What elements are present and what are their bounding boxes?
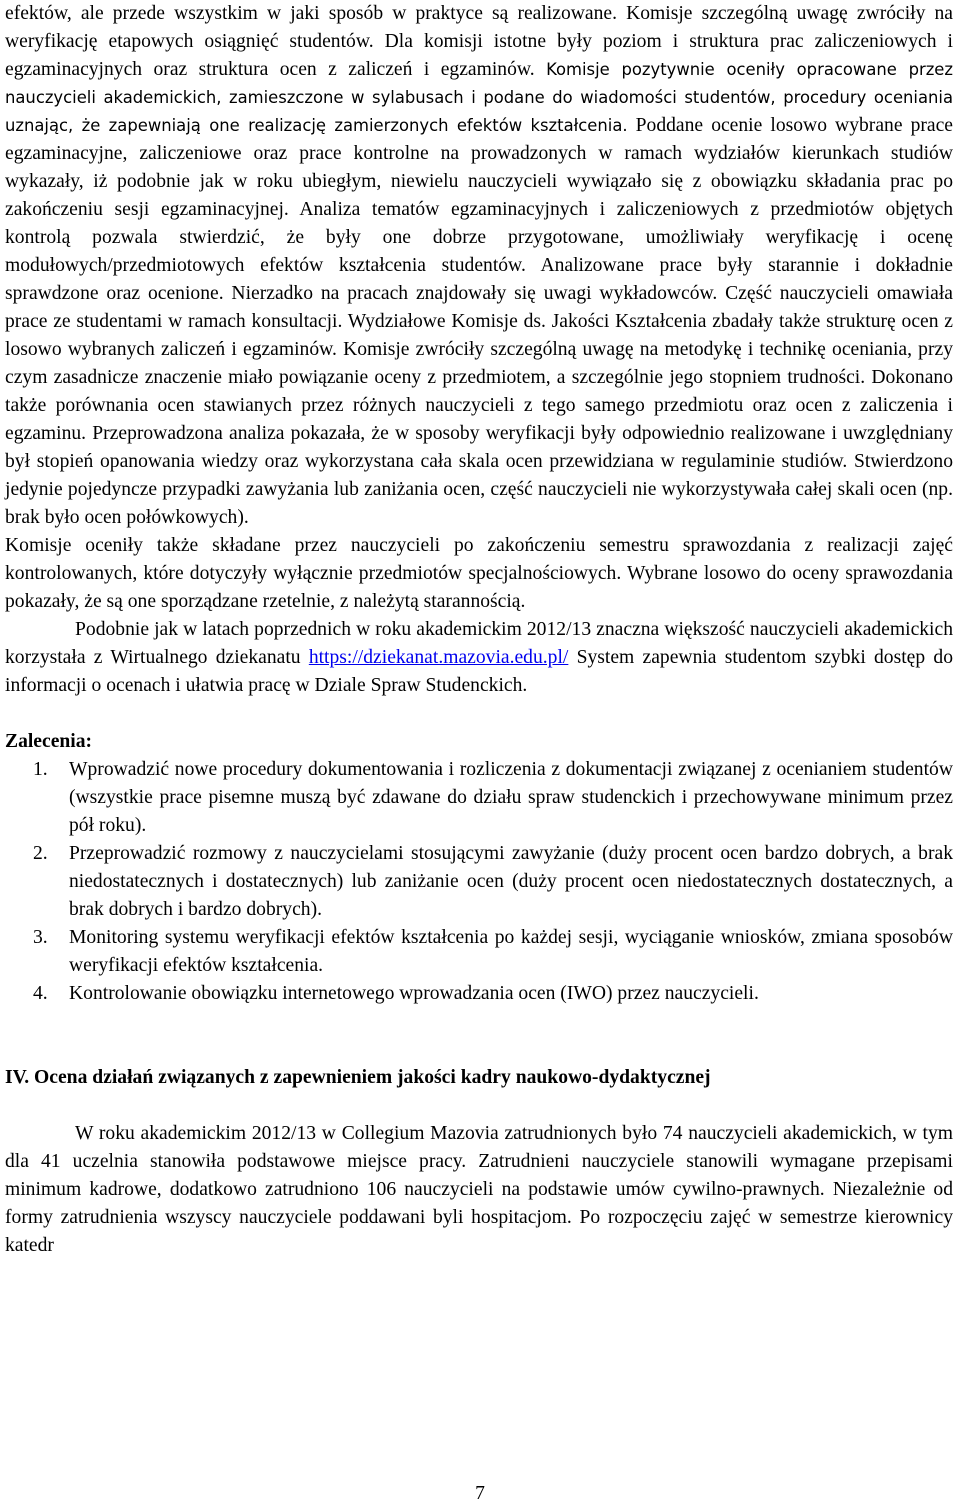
list-item-number: 4. — [33, 983, 48, 1004]
section-title: IV. Ocena działań związanych z zapewnieniem jakości kadry naukowo-dydaktycznej — [5, 1067, 711, 1088]
paragraph-verification-sans-run: Komisje pozytywnie oceniły opracowane przez nauczycieli akademickich, zamieszczone w sylabusach i podane do wiadomości studentów, procedury oceniania uznając, że zapewniają one realizację zamierzonych efektów kształcenia. — [5, 60, 953, 135]
list-item — [5, 756, 953, 840]
paragraph-verification-intro: efektów, ale przede wszystkim w jaki sposób w praktyce są realizowane. Komisje szczególną uwagę zwróciły na weryfikację etapowych osiągnięć studentów. Dla komisji istotne były poziom i struktura prac zaliczeniowych i egzaminacyjnych oraz struktura ocen z zaliczeń i egzaminów. — [5, 3, 953, 80]
paragraph-verification — [5, 0, 953, 532]
list-item-text: Kontrolowanie obowiązku internetowego wprowadzania ocen (IWO) przez nauczycieli. — [69, 983, 759, 1004]
list-item-number: 2. — [33, 843, 48, 864]
page-number: 7 — [475, 1483, 485, 1504]
paragraph-dean-office-tail: System zapewnia studentom szybki dostęp do informacji o ocenach i ułatwia pracę w Dziale Spraw Studenckich. — [5, 647, 953, 696]
list-item — [5, 924, 953, 980]
list-item-text: Przeprowadzić rozmowy z nauczycielami stosującymi zawyżanie (duży procent ocen bardzo dobrych, a brak niedostatecznych i dostatecznych) lub zaniżanie ocen (duży procent ocen niedostatecznych dostatecznych, a brak dobrych i bardzo dobrych). — [69, 843, 953, 920]
spacer — [5, 1092, 953, 1120]
recommendations-heading: Zalecenia: — [5, 731, 93, 752]
document-page — [5, 0, 953, 1260]
paragraph-dean-office-text: Podobnie jak w latach poprzednich w roku akademickim 2012/13 znaczna większość nauczycieli akademickich korzystała z Wirtualnego dziekanatu — [5, 619, 953, 668]
spacer — [5, 700, 953, 728]
list-item-text: Monitoring systemu weryfikacji efektów kształcenia po każdej sesji, wyciąganie wniosków, zmiana sposobów weryfikacji efektów kształcenia. — [69, 927, 953, 976]
paragraph-reports: Komisje oceniły także składane przez nauczycieli po zakończeniu semestru sprawozdania z realizacji zajęć kontrolowanych, które dotyczyły wyłącznie przedmiotów specjalnościowych. Wybrane losowo do oceny sprawozdania pokazały, że są one sporządzane rzetelnie, z należytą starannością. — [5, 535, 953, 612]
list-item-number: 3. — [33, 927, 48, 948]
list-item — [5, 840, 953, 924]
spacer — [5, 1008, 953, 1036]
list-item-text: Wprowadzić nowe procedury dokumentowania i rozliczenia z dokumentacji związanej z ocenianiem studentów (wszystkie prace pisemne muszą być zdawane do działu spraw studenckich i przechowywane minimum przez pół roku). — [69, 759, 953, 836]
paragraph-dean-office — [5, 616, 953, 700]
paragraph-staff: W roku akademickim 2012/13 w Collegium Mazovia zatrudnionych było 74 nauczycieli akademickich, w tym dla 41 uczelnia stanowiła podstawowe miejsce pracy. Zatrudnieni nauczyciele stanowili wymagane przepisami minimum kadrowe, dodatkowo zatrudniono 106 nauczycieli na podstawie umów cywilno-prawnych. Niezależnie od formy zatrudnienia wszyscy nauczyciele poddawani byli hospitacjom. Po rozpoczęciu zajęć w semestrze kierownicy katedr — [5, 1123, 953, 1256]
list-item — [5, 980, 953, 1008]
list-item-number: 1. — [33, 759, 48, 780]
recommendations-list — [5, 756, 953, 1008]
paragraph-verification-rest: Poddane ocenie losowo wybrane prace egzaminacyjne, zaliczeniowe oraz prace kontrolne na prowadzonych w ramach wydziałów kierunkach studiów wykazały, iż podobnie jak w roku ubiegłym, niewielu nauczycieli wywiązało się z obowiązku składania prac po zakończeniu sesji egzaminacyjnej. Analiza tematów egzaminacyjnych i zaliczeniowych z przedmiotów objętych kontrolą pozwala stwierdzić, że były one dobrze przygotowane, umożliwiały weryfikację i ocenę modułowych/przedmiotowych efektów kształcenia studentów. Analizowane prace były starannie i dokładnie sprawdzone oraz ocenione. Nierzadko na pracach znajdowały się uwagi wykładowców. Część nauczycieli omawiała prace ze studentami w ramach konsultacji. Wydziałowe Komisje ds. Jakości Kształcenia zbadały także strukturę ocen z losowo wybranych zaliczeń i egzaminów. Komisje zwróciły szczególną uwagę na metodykę i technikę oceniania, przy czym zasadnicze znaczenie miało powiązanie oceny z przedmiotem, a szczególnie jego stopniem trudności. Dokonano także porównania ocen stawianych przez różnych nauczycieli z tego samego przedmiotu oraz ocen z zaliczenia i egzaminu. Przeprowadzona analiza pokazała, że w sposoby weryfikacji były odpowiednio realizowane i uwzględniany był stopień opanowania wiedzy oraz wykorzystana cała skala ocen przewidziana w regulaminie studiów. Stwierdzono jedynie pojedyncze przypadki zawyżania lub zaniżania ocen, część nauczycieli nie wykorzystywała całej skali ocen (np. brak było ocen połówkowych). — [5, 115, 953, 528]
spacer — [5, 1036, 953, 1064]
dean-office-link[interactable]: https://dziekanat.mazovia.edu.pl/ — [308, 647, 569, 668]
